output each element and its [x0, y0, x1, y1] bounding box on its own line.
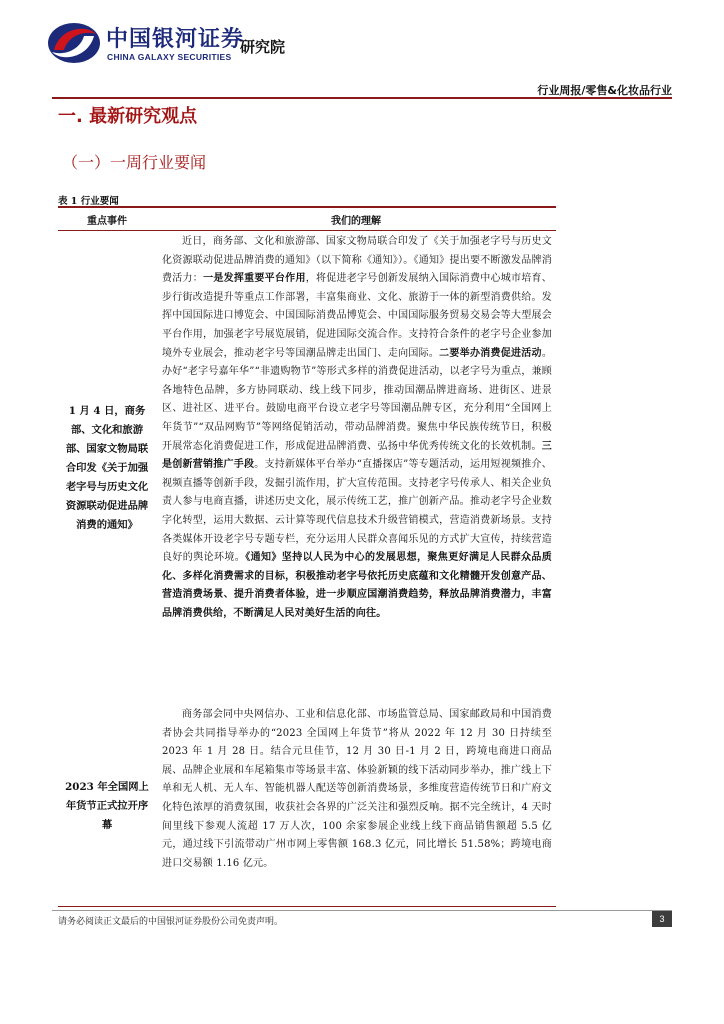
- subsection-heading: （一）一周行业要闻: [62, 153, 207, 172]
- table-row: [58, 231, 556, 706]
- brand-name-en: CHINA GALAXY SECURITIES: [107, 52, 232, 62]
- galaxy-logo-icon: [46, 20, 102, 66]
- news-table: [58, 206, 556, 907]
- view-text: 商务部会同中央网信办、工业和信息化部、市场监管总局、国家邮政局和中国消费者协会共同指导举办的“2023 全国网上年货节”将从 2022 年 12 月 30 日持续至 2023 年 1 月 28 日。结合元旦佳节，12 月 30 日-1 月 2 日，跨境电商进口商品展、品牌企业展和车尾箱集市等场景丰富、体验新颖的线下活动同步举办，推广线上下单和无人机、无人车、智能机器人配送等创新消费场景，多维度营造传统节日和广府文化特色浓厚的消费氛围，收获社会各界的广泛关注和强烈反响。据不完全统计，4 天时间里线下参观人流超 17 万人次，100 余家参展企业线上线下商品销售额超 5.5 亿元，通过线下引流带动广州市网上零售额 168.3 亿元，同比增长 51.58%；跨境电商进口交易额 1.16 亿元。: [162, 709, 552, 869]
- event-cell: 1 月 4 日，商务部、文化和旅游部、国家文物局联合印发《关于加强老字号与历史文化资源联动促进品牌消费的通知》: [65, 405, 149, 531]
- col-header-event: 重点事件: [87, 215, 127, 227]
- view-cell: [156, 231, 556, 706]
- view-highlight: 《通知》坚持以人民为中心的发展思想，聚焦更好满足人民群众品质化、多样化消费需求的目标，积极推动老字号依托历史底蕴和文化精髓开发创意产品、营造消费场景、提升消费者体验，进一步顺应国潮消费趋势，释放品牌消费潜力，丰富品牌消费供给，不断满足人民对美好生活的向往。: [162, 552, 552, 619]
- table-bottom-rule: [58, 906, 556, 907]
- section-heading: 一. 最新研究观点: [58, 106, 198, 127]
- brand-name-cn: 中国银河证券: [106, 27, 245, 52]
- table-row: [58, 706, 556, 906]
- report-type: 行业周报/零售&化妆品行业: [537, 84, 672, 97]
- header-divider: [52, 97, 672, 99]
- event-cell: 2023 年全国网上年货节正式拉开序幕: [65, 780, 149, 831]
- view-highlight: 三是创新营销推广手段: [162, 440, 552, 471]
- col-header-view: 我们的理解: [331, 215, 381, 227]
- table-caption: 表 1 行业要闻: [58, 196, 119, 207]
- view-text: ，将促进老字号创新发展纳入国际消费中心城市培育、步行街改造提升等重点工作部署，丰富集商业、文化、旅游于一体的新型消费供给。发挥中国国际进口博览会、中国国际消费品博览会、中国国际服务贸易交易会等大型展会平台作用，加强老字号展览展销，促进国际交流合作。支持符合条件的老字号企业参加境外专业展会，推动老字号等国潮品牌走出国门、走向国际。: [162, 273, 552, 359]
- institute-label: 研究院: [240, 38, 286, 56]
- table-header: [58, 206, 556, 231]
- page-number: 3: [652, 911, 672, 927]
- footer-disclaimer: 请务必阅读正文最后的中国银河证券股份公司免责声明。: [58, 917, 284, 927]
- view-text: 。办好“老字号嘉年华”“非遗购物节”等形式多样的消费促进活动，以老字号为重点，兼顾各地特色品牌，多方协同联动、线上线下同步，推动国潮品牌进商场、进街区、进景区、进社区、进平台。鼓励电商平台设立老字号等国潮品牌专区，充分利用“全国网上年货节”“双品网购节”等网络促销活动，带动品牌消费。聚焦中华民族传统节日，积极开展常态化消费促进工作，形成促进品牌消费、弘扬中华优秀传统文化的长效机制。: [162, 347, 553, 452]
- view-text: 近日，商务部、文化和旅游部、国家文物局联合印发了《关于加强老字号与历史文化资源联动促进品牌消费的通知》（以下简称《通知》）。《通知》提出要不断激发品牌消费活力：: [162, 236, 552, 285]
- view-text: 。支持新媒体平台举办“直播探店”等专题活动，运用短视频推介、视频直播等创新手段，发掘引流作用，扩大宣传范围。支持老字号传承人、相关企业负责人参与电商直播，讲述历史文化，展示传统工艺，推广创新产品。推动老字号企业数字化转型，运用大数据、云计算等现代信息技术升级营销模式，营造消费新场景。支持各类媒体开设老字号专题专栏，充分运用人民群众喜闻乐见的方式扩大宣传，持续营造良好的舆论环境。: [162, 459, 552, 564]
- footer-divider: [52, 910, 672, 911]
- view-highlight: 二要举办消费促进活动: [439, 347, 542, 359]
- view-highlight: 一是发挥重要平台作用: [203, 273, 306, 285]
- view-cell: [156, 706, 556, 906]
